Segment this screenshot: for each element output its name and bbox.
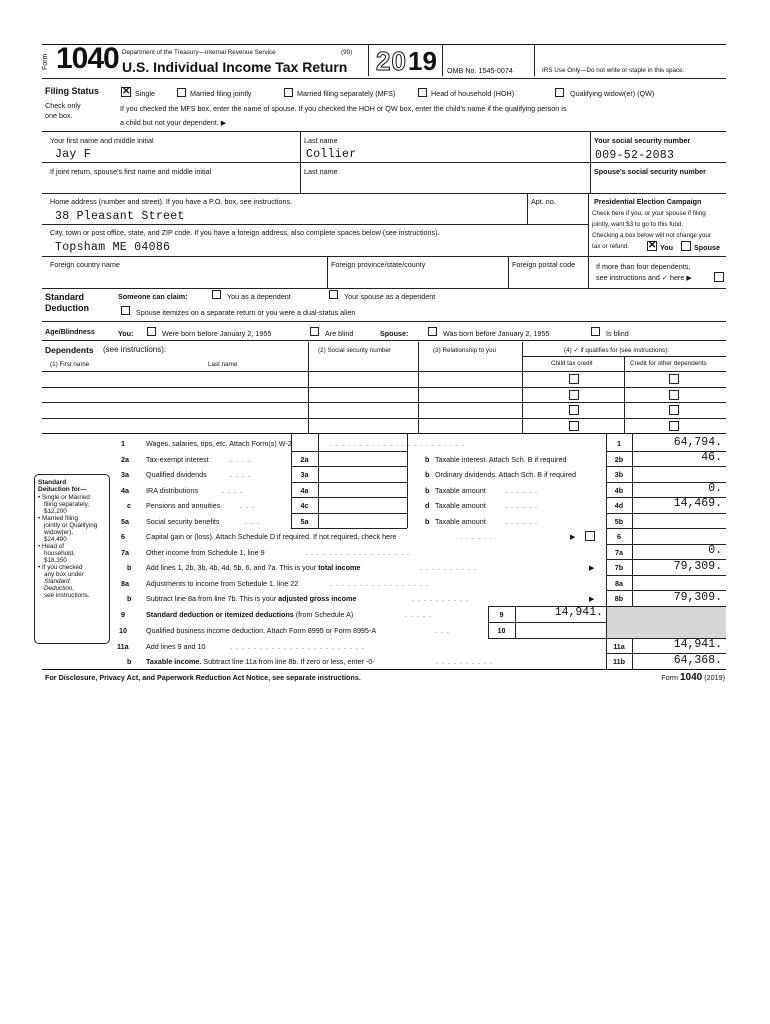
dep3-other-credit-box[interactable] [669,405,679,415]
line-3a-num: 3a [121,470,129,479]
line-5a-box: 5a [300,517,309,526]
dep-col-last-name: Last name [208,361,238,368]
dep4-other-credit-box[interactable] [669,421,679,431]
line-11b-text [146,657,375,666]
apt-label: Apt. no. [531,197,556,206]
dep-col-first-name: (1) First name [50,361,90,368]
line-9-text-bold: Standard deduction or itemized deductions [146,610,294,619]
line-10-text: Qualified business income deduction. Attach Form 8995 or Form 8995-A [146,626,377,635]
last-name-value[interactable]: Collier [306,148,357,161]
line-4c-dots: ... [240,501,258,510]
line-4d-value[interactable]: 14,469. [673,497,722,510]
option-hoh: Head of household (HOH) [431,89,515,98]
line-7b-text [146,563,360,572]
line-2a-box: 2a [300,455,309,464]
city-value[interactable]: Topsham ME 04086 [55,241,171,254]
checkbox-spouse-dependent[interactable] [329,290,338,299]
sidebar-item: any box under [44,571,84,578]
line-10-dots: ... [435,626,453,635]
checkbox-spouse-born[interactable] [428,327,437,336]
line-3b-box: 3b [614,470,624,479]
mfs-note-2: a child but not your dependent. ▶ [120,118,227,127]
sidebar-item: Deduction, [44,585,75,592]
line-4a-box: 4a [300,486,309,495]
dep1-other-credit-box[interactable] [669,374,679,384]
checkbox-hoh[interactable] [418,88,427,97]
line-4b-box: 4b [614,486,624,495]
line-4d-box: 4d [614,501,624,510]
line-3a-dots: .... [230,470,254,479]
ssn-value[interactable]: 009-52-2083 [595,149,675,162]
line-4d-dots: ...... [505,501,541,510]
line-2b-text: Taxable interest. Attach Sch. B if required [435,455,567,464]
sidebar-item: $12,200 [44,508,67,515]
line-9-box: 9 [499,610,504,619]
checkbox-single[interactable]: ✕ [122,86,131,97]
line-11a-value[interactable]: 14,941. [673,638,722,651]
line-6-num: 6 [121,532,125,541]
line-11b-text-bold: Taxable income. [146,657,202,666]
line-9-value[interactable]: 14,941. [554,606,603,619]
you-blind: Are blind [325,329,354,338]
line-7b-arrow-icon: ▶ [589,563,595,572]
line-8b-text-pre: Subtract line 8a from line 7b. This is your [146,594,279,603]
sidebar-item: • Single or Married [38,494,90,501]
sidebar-item: $24,400 [44,536,67,543]
dep2-child-credit-box[interactable] [569,390,579,400]
line-8b-arrow-icon: ▶ [589,594,595,603]
foreign-province-label: Foreign province/state/county [331,260,426,269]
more-dependents-1: If more than four dependents, [596,262,691,271]
line-1-num: 1 [121,439,125,448]
line-1-text: Wages, salaries, tips, etc. Attach Form(s) W-2 [146,439,292,448]
line-1-box: 1 [617,439,621,448]
line-10-num: 10 [119,626,127,635]
line-10-box: 10 [497,626,506,635]
irs-use-only: IRS Use Only—Do not write or staple in this space. [542,67,685,74]
footer-form-year: (2019) [702,673,725,682]
footer-notice: For Disclosure, Privacy Act, and Paperwork Reduction Act Notice, see separate instructions. [45,673,361,682]
age-blindness-heading: Age/Blindness [45,327,95,336]
line-7a-box: 7a [615,548,623,557]
footer-form-num: 1040 [679,672,703,683]
year-bold: 19 [408,46,437,76]
footer-form-label [661,672,725,683]
line-3b-text: Ordinary dividends. Attach Sch. B if required [435,470,577,479]
line-8b-num: b [127,594,132,603]
line-8b-box: 8b [614,594,624,603]
dependents-see: (see instructions): [103,345,167,354]
line-4b-dots: ...... [505,486,541,495]
line-11a-dots: ....................... [230,642,368,651]
checkbox-you-dependent[interactable] [212,290,221,299]
dep4-child-credit-box[interactable] [569,421,579,431]
line-11b-box: 11b [613,657,625,666]
spouse-first-label: If joint return, spouse's first name and middle initial [50,167,212,176]
line-9-text-post: (from Schedule A) [293,610,354,619]
dep1-child-credit-box[interactable] [569,374,579,384]
sidebar-item: • If you checked [38,564,83,571]
campaign-line4: tax or refund. [592,243,630,250]
checkbox-spouse-blind[interactable] [591,327,600,336]
checkbox-line-6[interactable] [585,531,595,541]
line-2b-num: b [425,455,430,464]
form-title: U.S. Individual Income Tax Return [122,59,348,75]
checkbox-mfs[interactable] [284,88,293,97]
department-text: Department of the Treasury—Internal Revenue Service [122,49,276,56]
sidebar-item: • Married filing [38,515,78,522]
omb-number: OMB No. 1545-0074 [447,66,513,75]
spouse-blind: Is blind [606,329,629,338]
line-7b-text-pre: Add lines 1, 2b, 3b, 4b, 4d, 5b, 6, and 7a. This is your [146,563,319,572]
campaign-line3: Checking a box below will not change your [592,232,712,239]
checkbox-campaign-you[interactable]: ✕ [648,240,657,251]
line-7b-num: b [127,563,132,572]
line-2a-text: Tax-exempt interest [146,455,209,464]
line-11b-dots: .......... [436,657,496,666]
checkbox-spouse-itemizes[interactable] [121,306,130,315]
sidebar-item: widow(er), [44,529,74,536]
year-outline: 20 [376,46,407,76]
foreign-postal-label: Foreign postal code [512,260,576,269]
first-name-value[interactable]: Jay F [55,148,92,161]
line-11b-num: b [127,657,132,666]
line-7b-box: 7b [614,563,624,572]
line-4d-text: Taxable amount [435,501,486,510]
line-9-text [146,610,353,619]
sidebar-item: $18,350 [44,557,67,564]
line-1-dots: ....................... [330,439,468,448]
line-8b-text [146,594,356,603]
footer-form-pre: Form [661,673,680,682]
line-3a-text: Qualified dividends [146,470,207,479]
foreign-country-label: Foreign country name [50,260,120,269]
mfs-note: If you checked the MFS box, enter the name of spouse. If you checked the HOH or QW box, enter the child's name if the qualifying person is [120,104,567,113]
sidebar-item: • Head of [38,543,65,550]
someone-can-claim: Someone can claim: [118,292,188,301]
std-ded-heading-1: Standard [45,292,85,302]
dep-col-qualifies: (4) ✓ if qualifies for (see instructions): [564,347,670,354]
std-deduction-sidebar [34,474,110,644]
line-4a-dots: .... [222,486,246,495]
line-6-box: 6 [617,532,621,541]
line-11b-text-post: Subtract line 11a from line 8b. If zero or less, enter -0- [201,657,375,666]
line-11a-text: Add lines 9 and 10 [146,642,206,651]
line-4a-text: IRA distributions [146,486,198,495]
line-2a-dots: .... [230,455,254,464]
line-11a-box: 11a [613,642,625,651]
line-7a-text: Other income from Schedule 1, line 9 [146,548,265,557]
line-5b-num: b [425,517,430,526]
line-8b-value[interactable]: 79,309. [673,591,722,604]
option-single: Single [135,89,155,98]
line-8a-box: 8a [615,579,623,588]
line-7a-num: 7a [121,548,129,557]
line-7b-dots: .......... [420,563,480,572]
spouse-born-before: Was born before January 2, 1955 [443,329,550,338]
dependents-heading: Dependents [45,345,94,355]
filing-status-heading: Filing Status [45,86,99,96]
address-label: Home address (number and street). If you have a P.O. box, see instructions. [50,197,292,206]
campaign-line2: jointly, want $3 to go to this fund. [592,221,684,228]
form-word: Form [42,53,49,70]
sidebar-title-2: Deduction for— [38,486,87,493]
campaign-line1: Check here if you, or your spouse if filing [592,210,706,217]
code-99: (99) [341,49,353,56]
you-as-dependent: You as a dependent [227,292,291,301]
spouse-itemizes: Spouse itemizes on a separate return or you were a dual-status alien [136,308,356,317]
line-2b-box: 2b [614,455,624,464]
option-married-jointly: Married filing jointly [190,89,252,98]
line-5b-text: Taxable amount [435,517,486,526]
line-7b-text-bold: total income [318,563,361,572]
option-mfs: Married filing separately (MFS) [297,89,396,98]
campaign-you: You [660,243,674,252]
last-name-label: Last name [304,136,338,145]
filing-status-sub1: Check only [45,101,81,110]
form-number: 1040 [56,42,119,75]
spouse-as-dependent: Your spouse as a dependent [344,292,436,301]
first-name-label: Your first name and middle initial [50,136,154,145]
line-11a-num: 11a [117,642,129,651]
checkbox-qw[interactable] [555,88,564,97]
checkbox-more-dependents[interactable] [714,272,724,282]
filing-status-sub2: one box. [45,111,73,120]
line-3a-box: 3a [300,470,309,479]
line-5b-dots: ...... [505,517,541,526]
dep-col-child-credit: Child tax credit [551,360,593,367]
line-5a-text: Social security benefits [146,517,220,526]
campaign-title: Presidential Election Campaign [594,197,702,206]
age-you-label: You: [118,329,134,338]
line-6-text: Capital gain or (loss). Attach Schedule D if required. If not required, check here [146,532,397,541]
checkbox-you-blind[interactable] [310,327,319,336]
dep-col-ssn: (2) Social security number [318,347,392,354]
line-9-num: 9 [121,610,125,619]
line-8b-text-bold: adjusted gross income [278,594,357,603]
address-value[interactable]: 38 Pleasant Street [55,210,185,223]
line-1-value[interactable]: 64,794. [673,436,722,449]
line-5b-box: 5b [614,517,624,526]
spouse-ssn-label: Spouse's social security number [594,167,706,176]
sidebar-item: see instructions. [44,592,90,599]
option-qw: Qualifying widow(er) (QW) [570,89,655,98]
dep2-other-credit-box[interactable] [669,390,679,400]
line-4d-num: d [425,501,430,510]
line-4b-value[interactable]: 0. [708,482,722,495]
line-7a-value[interactable]: 0. [708,544,722,557]
ssn-label: Your social security number [594,136,691,145]
line-2a-num: 2a [121,455,129,464]
line-4c-text: Pensions and annuities [146,501,221,510]
line-4c-num: c [127,501,131,510]
dep3-child-credit-box[interactable] [569,405,579,415]
spouse-last-label: Last name [304,167,338,176]
line-8b-dots: .......... [412,594,472,603]
checkbox-married-jointly[interactable] [177,88,186,97]
dep-col-other-credit: Credit for other dependents [630,360,707,367]
line-6-arrow-icon: ▶ [570,532,576,541]
line-4b-text: Taxable amount [435,486,486,495]
age-spouse-label: Spouse: [380,329,409,338]
line-4b-num: b [425,486,430,495]
checkbox-you-born[interactable] [147,327,156,336]
sidebar-title-1: Standard [38,479,67,486]
std-ded-heading-2: Deduction [45,303,89,313]
line-6-dots: ...... [460,532,496,541]
sidebar-item: jointly or Qualifying [44,522,98,529]
line-5a-dots: ... [245,517,263,526]
you-born-before: Were born before January 2, 1955 [162,329,272,338]
line-8a-dots: ................. [330,579,432,588]
line-8a-text: Adjustments to income from Schedule 1, line 22 [146,579,299,588]
checkbox-campaign-spouse[interactable] [681,241,691,251]
line-5a-num: 5a [121,517,129,526]
line-8a-num: 8a [121,579,129,588]
line-4c-box: 4c [300,501,309,510]
campaign-spouse: Spouse [694,243,720,252]
sidebar-item: household, [44,550,75,557]
line-11b-value[interactable]: 64,368. [673,654,722,667]
line-9-dots: ..... [405,610,435,619]
line-4a-num: 4a [121,486,129,495]
line-2b-value[interactable]: 46. [701,451,722,464]
line-3b-num: b [425,470,430,479]
city-label: City, town or post office, state, and ZIP code. If you have a foreign address, also complete spaces below (see instructions). [50,228,440,237]
sidebar-item: Standard [44,578,70,585]
line-7a-dots: .................. [305,548,413,557]
dep-col-relationship: (3) Relationship to you [433,347,497,354]
sidebar-item: filing separately, [44,501,90,508]
more-dependents-2: see instructions and ✓ here ▶ [596,273,692,282]
line-7b-value[interactable]: 79,309. [673,560,722,573]
